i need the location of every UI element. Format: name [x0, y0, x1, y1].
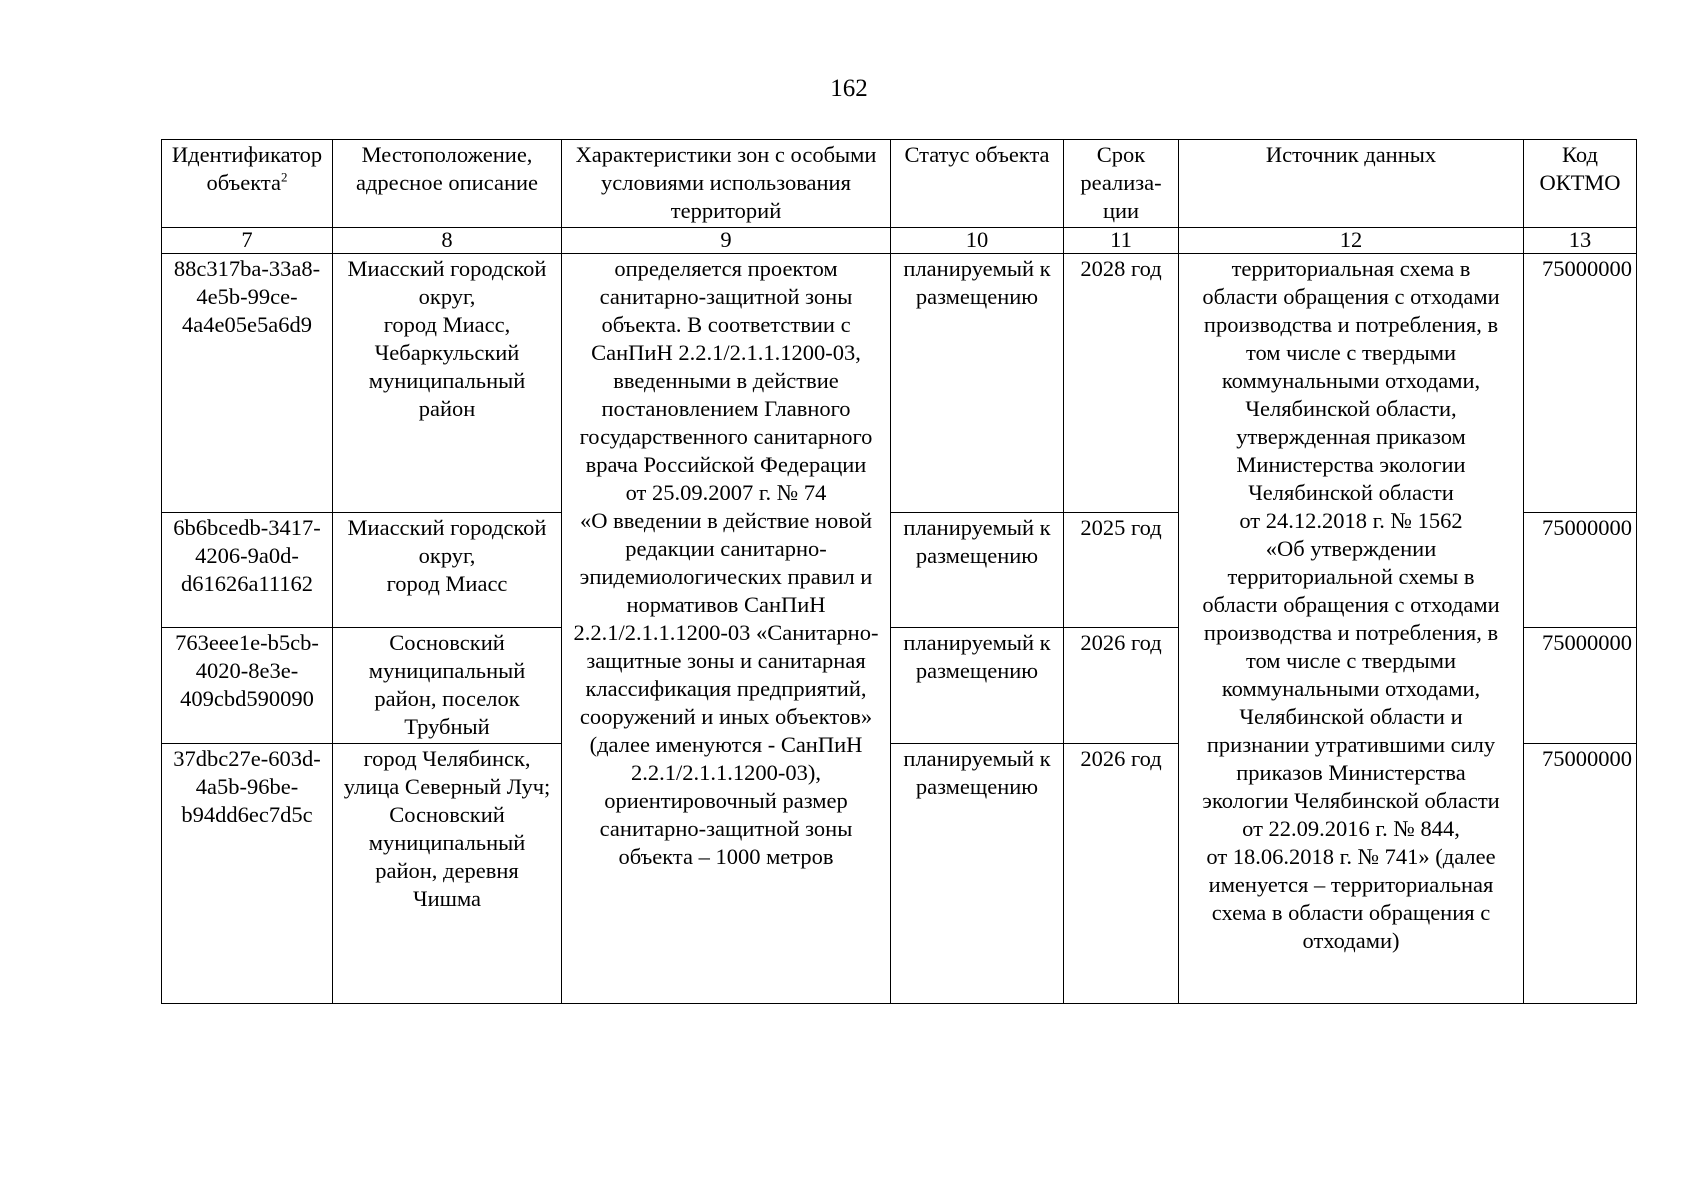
object-id-cell: 763eee1e-b5cb- 4020-8e3e- 409cbd590090: [162, 628, 333, 744]
header-object-id: Идентификатор объекта$^2$: [162, 140, 333, 228]
zone-characteristics-cell: определяется проектом санитарно-защитной зоны объекта. В соответствии с СанПиН 2.2.1/2.1.1.1200-03, введенными в действие постановлением Главного государственного санитарного врача Российской Федерации от 25.09.2007 г. № 74 «О введении в действие новой редакции санитарно- эпидемиологических правил и нормативов СанПиН 2.2.1/2.1.1.1200-03 «Санитарно- защитные зоны и санитарная классификация предприятий, сооружений и иных объектов» (далее именуются - СанПиН 2.2.1/2.1.1.1200-03), ориентировочный размер санитарно-защитной зоны объекта – 1000 метров: [562, 254, 891, 1004]
location-cell: Сосновский муниципальный район, поселок Трубный: [333, 628, 562, 744]
page-number: 162: [830, 75, 868, 102]
status-cell: планируемый к размещению: [891, 513, 1064, 628]
data-source-cell: территориальная схема в области обращения с отходами производства и потребления, в том числе с твердыми коммунальными отходами, Челябинской области, утвержденная приказом Министерства экологии Челябинской области от 24.12.2018 г. № 1562 «Об утверждении территориальной схемы в области обращения с отходами производства и потребления, в том числе с твердыми коммунальными отходами, Челябинской области и признании утратившими силу приказов Министерства экологии Челябинской области от 22.09.2016 г. № 844, от 18.06.2018 г. № 741» (далее именуется – территориальная схема в области обращения с отходами): [1179, 254, 1524, 1004]
term-cell: 2026 год: [1064, 628, 1179, 744]
object-id-cell: 37dbc27e-603d- 4a5b-96be- b94dd6ec7d5c: [162, 744, 333, 1004]
oktmo-cell: 75000000: [1524, 513, 1637, 628]
term-cell: 2025 год: [1064, 513, 1179, 628]
term-cell: 2028 год: [1064, 254, 1179, 513]
header-location: Местоположение, адресное описание: [333, 140, 562, 228]
column-number: 11: [1064, 228, 1179, 254]
table-row: [162, 254, 1637, 513]
header-oktmo: Код ОКТМО: [1524, 140, 1637, 228]
location-cell: город Челябинск, улица Северный Луч; Сосновский муниципальный район, деревня Чишма: [333, 744, 562, 1004]
status-cell: планируемый к размещению: [891, 628, 1064, 744]
footnote-mark: 2: [281, 169, 288, 185]
column-number: 8: [333, 228, 562, 254]
column-number: 9: [562, 228, 891, 254]
object-id-cell: 88c317ba-33a8- 4e5b-99ce- 4a4e05e5a6d9: [162, 254, 333, 513]
status-cell: планируемый к размещению: [891, 254, 1064, 513]
header-term: Срок реализа- ции: [1064, 140, 1179, 228]
header-data-source: Источник данных: [1179, 140, 1524, 228]
header-status: Статус объекта: [891, 140, 1064, 228]
objects-table: [161, 139, 1637, 1004]
column-number: 10: [891, 228, 1064, 254]
term-cell: 2026 год: [1064, 744, 1179, 1004]
oktmo-cell: 75000000: [1524, 744, 1637, 1004]
object-id-cell: 6b6bcedb-3417- 4206-9a0d- d61626a11162: [162, 513, 333, 628]
column-number-row: [162, 228, 1637, 254]
location-cell: Миасский городской округ, город Миасс, Чебаркульский муниципальный район: [333, 254, 562, 513]
header-zone-characteristics: Характеристики зон с особыми условиями использования территорий: [562, 140, 891, 228]
oktmo-cell: 75000000: [1524, 254, 1637, 513]
column-number: 7: [162, 228, 333, 254]
header-row: [162, 140, 1637, 228]
column-number: 13: [1524, 228, 1637, 254]
oktmo-cell: 75000000: [1524, 628, 1637, 744]
status-cell: планируемый к размещению: [891, 744, 1064, 1004]
location-cell: Миасский городской округ, город Миасс: [333, 513, 562, 628]
column-number: 12: [1179, 228, 1524, 254]
